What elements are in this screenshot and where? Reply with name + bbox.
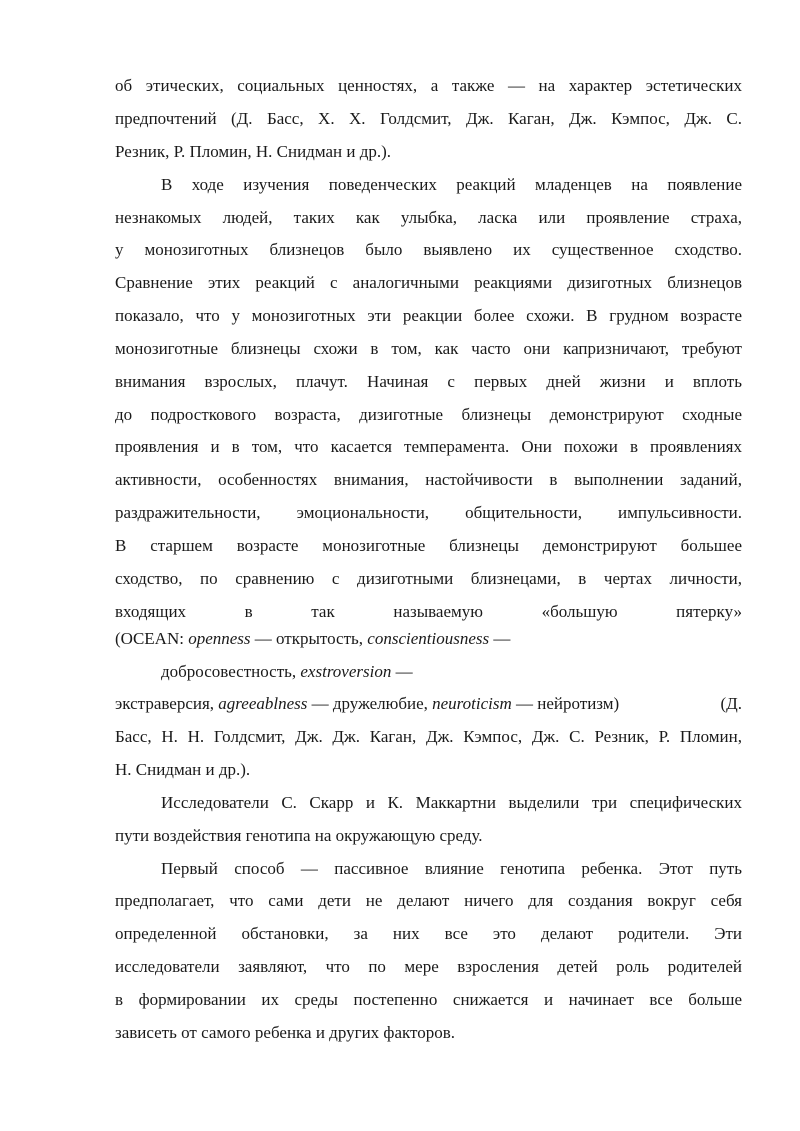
- text-line: об этических, социальных ценностях, а также — на характер эстетических: [115, 76, 742, 95]
- term-neuroticism: neuroticism: [432, 694, 512, 713]
- text-line: в формировании их среды постепенно снижается и начинает все больше: [115, 990, 742, 1009]
- text-line: показало, что у монозиготных эти реакции более схожи. В грудном возрасте: [115, 306, 742, 325]
- text-line: у монозиготных близнецов было выявлено их существенное сходство.: [115, 240, 742, 259]
- text-line: проявления и в том, что касается темперамента. Они похожи в проявлениях: [115, 437, 742, 456]
- term-conscientiousness: conscientiousness: [367, 629, 490, 648]
- text-line: незнакомых людей, таких как улыбка, ласка или проявление страха,: [115, 208, 742, 227]
- paragraph-start-line: В ходе изучения поведенческих реакций младенцев на появление: [161, 175, 742, 194]
- ocean-line-3: [115, 692, 742, 716]
- ocean-line-2: [161, 660, 742, 684]
- paragraph-start-line: Исследователи С. Скарр и К. Маккартни выделили три специфических: [161, 793, 742, 812]
- text-line: Резник, Р. Пломин, Н. Снидман и др.).: [115, 142, 392, 161]
- text-line: активности, особенностях внимания, настойчивости в выполнении заданий,: [115, 470, 742, 489]
- paragraph-start-line: Первый способ — пассивное влияние генотипа ребенка. Этот путь: [161, 859, 742, 878]
- text-line: внимания взрослых, плачут. Начиная с первых дней жизни и вплоть: [115, 372, 742, 391]
- ocean-line: [115, 627, 742, 651]
- ocean3-p2: — дружелюбие,: [307, 694, 433, 713]
- text-line: сходство, по сравнению с дизиготными близнецами, в чертах личности,: [115, 569, 742, 588]
- ocean2-suffix: —: [391, 662, 413, 681]
- ocean-suffix: —: [489, 629, 511, 648]
- text-line: определенной обстановки, за них все это делают родители. Эти: [115, 924, 742, 943]
- ocean-prefix: (OCEAN:: [115, 629, 189, 648]
- text-line: до подросткового возраста, дизиготные близнецы демонстрируют сходные: [115, 405, 742, 424]
- text-line: монозиготные близнецы схожи в том, как часто они капризничают, требуют: [115, 339, 742, 358]
- ocean3-p1: экстраверсия,: [115, 694, 219, 713]
- text-line: Сравнение этих реакций с аналогичными реакциями дизиготных близнецов: [115, 273, 742, 292]
- text-line: пути воздействия генотипа на окружающую среду.: [115, 826, 483, 845]
- text-line: зависеть от самого ребенка и других факторов.: [115, 1023, 456, 1042]
- text-line: предполагает, что сами дети не делают ничего для создания вокруг себя: [115, 891, 742, 910]
- ocean3-right: (Д.: [720, 694, 742, 713]
- ocean2-prefix: добросовестность,: [161, 662, 301, 681]
- term-agreeablness: agreeablness: [218, 694, 308, 713]
- text-line: входящих в так называемую «большую пятерку»: [115, 602, 742, 621]
- text-line: исследователи заявляют, что по мере взросления детей роль родителей: [115, 957, 742, 976]
- ocean3-p3: — нейротизм): [511, 694, 620, 713]
- text-line: раздражительности, эмоциональности, общительности, импульсивности.: [115, 503, 742, 522]
- term-exstroversion: exstroversion: [300, 662, 392, 681]
- ocean-mid: — открытость,: [250, 629, 368, 648]
- text-line: В старшем возрасте монозиготные близнецы демонстрируют большее: [115, 536, 742, 555]
- text-line: Н. Снидман и др.).: [115, 760, 251, 779]
- text-line: предпочтений (Д. Басс, Х. Х. Голдсмит, Дж. Каган, Дж. Кэмпос, Дж. С.: [115, 109, 742, 128]
- term-openness: openness: [188, 629, 251, 648]
- text-line: Басс, Н. Н. Голдсмит, Дж. Дж. Каган, Дж. Кэмпос, Дж. С. Резник, Р. Пломин,: [115, 727, 742, 746]
